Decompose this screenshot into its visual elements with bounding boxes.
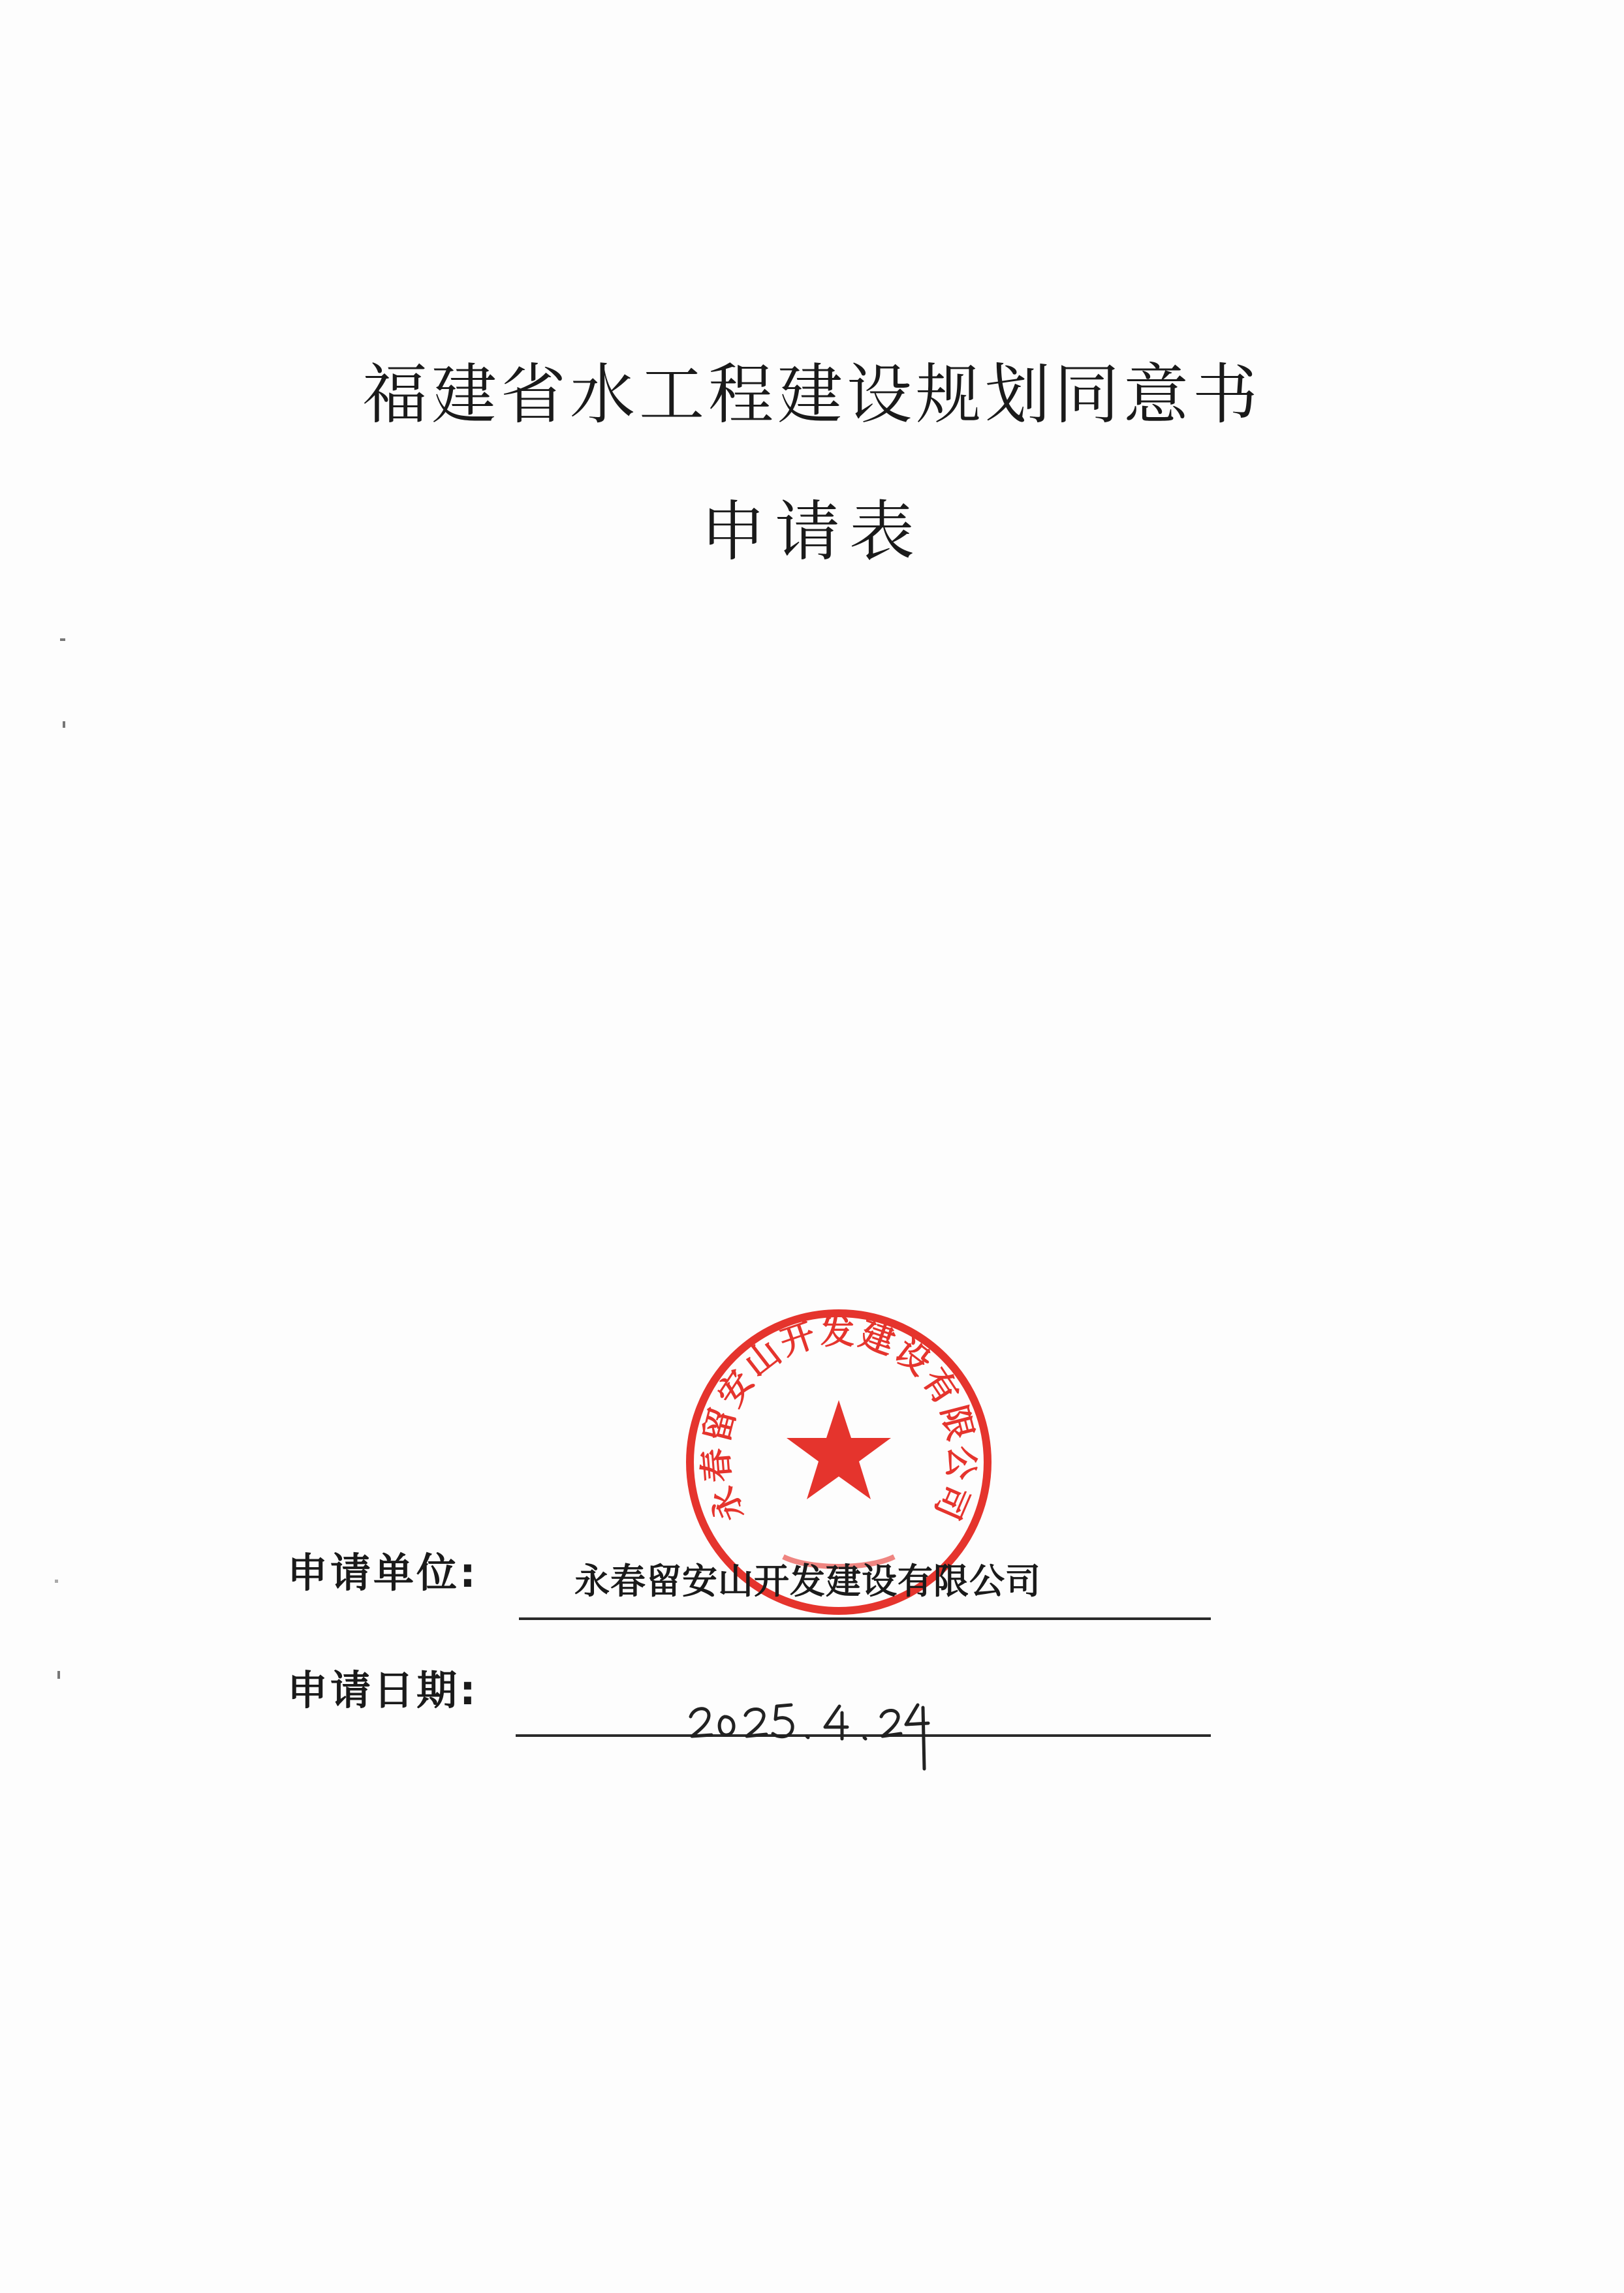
document-title: 福建省水工程建设规划同意书 <box>362 356 1262 433</box>
scan-mark <box>60 638 65 641</box>
svg-text:永春留安山开发建设有限公司: 永春留安山开发建设有限公司 <box>696 1313 982 1528</box>
applicant-label: 申请单位: <box>287 1549 478 1597</box>
document-subtitle: 申请表 <box>700 493 924 570</box>
applicant-value: 永春留安山开发建设有限公司 <box>574 1561 1041 1602</box>
scan-mark <box>55 1580 58 1583</box>
handwritten-date-signature <box>685 1671 960 1782</box>
date-label: 申请日期: <box>287 1666 478 1714</box>
scan-mark <box>63 721 65 728</box>
scan-mark <box>57 1671 60 1679</box>
